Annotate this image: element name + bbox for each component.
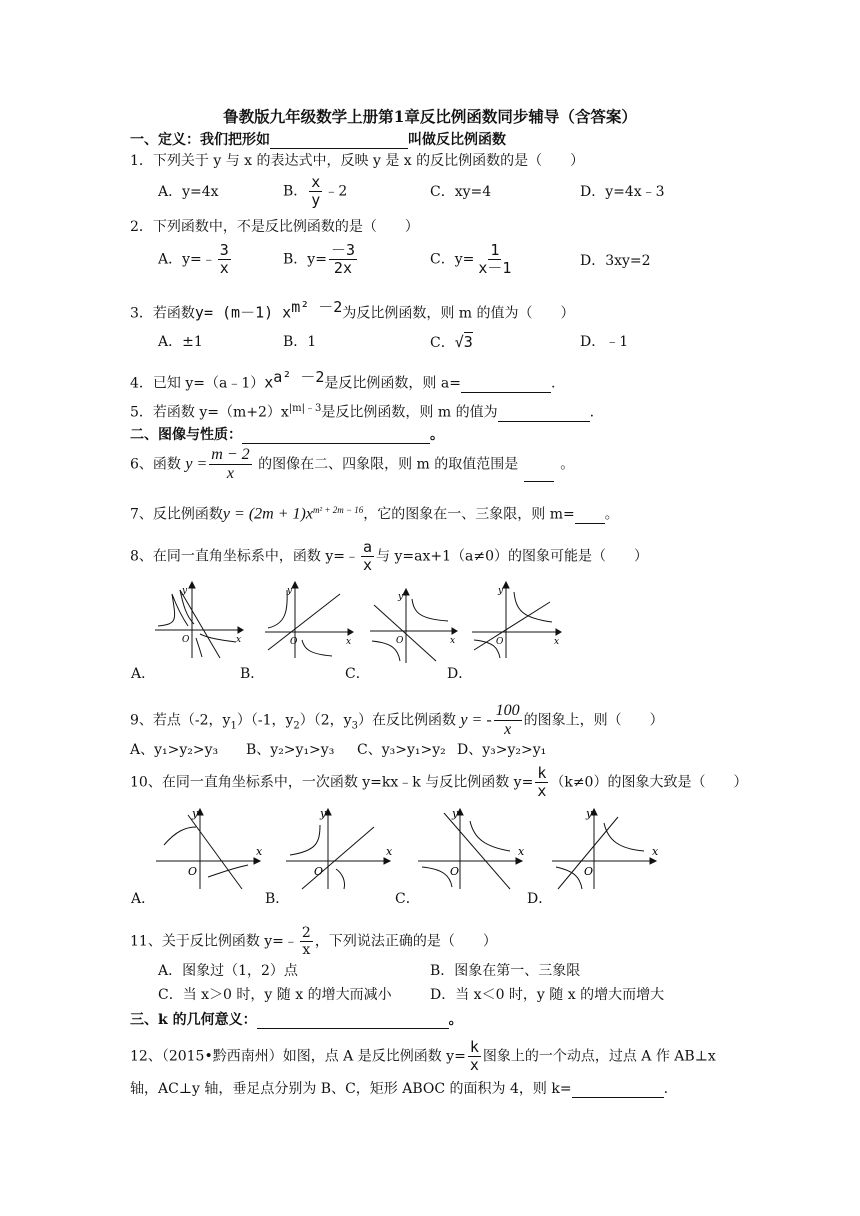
q11-option-d: D．当 x＜0 时，y 随 x 的增大而增大 xyxy=(430,987,665,1003)
denominator: x xyxy=(504,721,512,738)
q9-option-b: B、y₂>y₁>y₃ xyxy=(246,742,335,758)
y-axis-label: y xyxy=(192,807,199,820)
q4-base: x xyxy=(264,373,274,392)
q11-prefix: 11、关于反比例函数 y=﹣ xyxy=(130,933,298,950)
section-3-end: 。 xyxy=(448,1012,463,1028)
q11-stem xyxy=(130,926,497,957)
section-1-prefix: 一、定义：我们把形如 xyxy=(130,132,270,148)
q6-prefix: 6、函数 xyxy=(130,456,181,473)
q8-prefix: 8、在同一直角坐标系中，函数 y=﹣ xyxy=(130,548,359,565)
y-axis-label: y xyxy=(498,586,504,596)
fraction xyxy=(218,243,231,276)
subscript: 3 xyxy=(351,720,358,732)
x-axis-label: x xyxy=(518,845,525,858)
q3-option-c xyxy=(430,333,473,352)
origin-label: O xyxy=(450,865,460,878)
q6-stem xyxy=(130,447,574,482)
option-label: C．y= xyxy=(430,251,475,268)
q4-exponent: a² －2 xyxy=(273,368,325,386)
q10-label-c: C． xyxy=(395,891,420,907)
origin-label: O xyxy=(396,636,404,646)
q9-option-d: D、y₃>y₂>y₁ xyxy=(457,742,547,758)
x-axis-label: x xyxy=(346,637,352,647)
option-label: B．y= xyxy=(283,251,327,268)
q6-lhs: y = xyxy=(185,455,208,473)
q3-option-d: D．﹣1 xyxy=(580,334,629,350)
origin-label: O xyxy=(188,865,198,878)
q12-stem xyxy=(130,1040,716,1073)
answer-blank[interactable] xyxy=(524,467,554,482)
fraction xyxy=(468,1040,481,1073)
q6-end: 。 xyxy=(560,456,575,473)
q8-label-a: A． xyxy=(131,666,156,682)
denominator: x xyxy=(219,259,229,277)
q10-stem xyxy=(130,766,747,799)
denominator: x xyxy=(363,556,373,574)
x-axis-label: x xyxy=(236,635,242,645)
q11-suffix: ，下列说法正确的是（ ） xyxy=(314,933,497,950)
q10-graph-b[interactable] xyxy=(282,805,397,890)
q3-prefix: 3．若函数 xyxy=(130,305,195,322)
y-axis-label: y xyxy=(586,807,593,820)
origin-label: O xyxy=(290,637,298,647)
sqrt-symbol: √ xyxy=(454,333,464,351)
origin-label: O xyxy=(496,637,504,647)
q4-stem xyxy=(130,368,555,393)
q12-end: . xyxy=(663,1081,669,1097)
y-axis-label: y xyxy=(452,807,459,820)
answer-blank[interactable] xyxy=(257,1014,449,1029)
q9-lhs: y = - xyxy=(460,711,492,729)
denominator: 2x xyxy=(333,259,352,277)
page-title: 鲁教版九年级数学上册第1章反比例函数同步辅导（含答案） xyxy=(223,107,637,126)
q10-graph-d[interactable] xyxy=(548,805,663,890)
q5-end: . xyxy=(589,404,595,421)
denominator: y xyxy=(311,191,321,209)
q8-graph-a[interactable] xyxy=(150,580,245,660)
q10-label-d: D． xyxy=(527,891,553,907)
q3-suffix: 为反比例函数，则 m 的值为（ ） xyxy=(342,305,575,322)
q8-suffix: 与 y=ax+1（a≠0）的图象可能是（ ） xyxy=(376,548,648,565)
q3-option-b: B．1 xyxy=(283,334,317,350)
q5-suffix: 是反比例函数，则 m 的值为 xyxy=(321,404,498,421)
q1-option-b xyxy=(283,175,347,208)
fraction xyxy=(361,540,374,573)
answer-blank[interactable] xyxy=(270,134,408,149)
option-label: A．y=﹣ xyxy=(158,251,216,268)
numerator: 2 xyxy=(301,925,311,941)
q9-part: ）（2，y xyxy=(299,712,352,729)
option-label: C． xyxy=(430,335,455,351)
denominator: x xyxy=(537,782,547,800)
q9-part: ）在反比例函数 xyxy=(357,712,456,729)
q3-stem xyxy=(130,298,575,323)
q9-option-a: A、y₁>y₂>y₃ xyxy=(130,742,219,758)
q3-option-a: A．±1 xyxy=(158,334,203,350)
q8-graph-d[interactable] xyxy=(468,580,563,660)
answer-blank[interactable] xyxy=(575,509,605,524)
section-2-heading xyxy=(130,426,444,444)
numerator: a xyxy=(363,538,373,556)
numerator: k xyxy=(469,1038,479,1056)
option-label: B． xyxy=(283,183,308,200)
x-axis-label: x xyxy=(554,637,560,647)
answer-blank[interactable] xyxy=(242,429,430,444)
q9-part: ）（-1，y xyxy=(236,712,294,729)
q1-option-c: C．xy=4 xyxy=(430,184,492,200)
q4-end: . xyxy=(550,375,556,392)
subscript: 2 xyxy=(293,720,300,732)
q2-stem: 2．下列函数中，不是反比例函数的是（ ） xyxy=(130,219,419,235)
numerator: 1 xyxy=(490,241,500,259)
y-axis-label: y xyxy=(287,586,293,596)
q10-graph-a[interactable] xyxy=(152,805,267,890)
q8-label-d: D． xyxy=(447,666,473,682)
q7-expression: y = (2m + 1)x xyxy=(222,505,313,523)
q8-label-c: C． xyxy=(345,666,370,682)
q7-stem xyxy=(130,501,619,524)
numerator: 100 xyxy=(495,702,520,719)
section-1-heading xyxy=(130,131,506,149)
origin-label: O xyxy=(584,865,594,878)
numerator: －3 xyxy=(330,241,355,259)
q1-option-d: D．y=4x﹣3 xyxy=(580,184,665,200)
fraction xyxy=(300,926,313,957)
subscript: 1 xyxy=(230,720,237,732)
q5-exponent: |m|﹣3 xyxy=(288,403,322,414)
section-2-prefix: 二、图像与性质： xyxy=(130,427,242,443)
q7-prefix: 7、反比例函数 xyxy=(130,506,223,523)
q9-suffix: 的图象上，则（ ） xyxy=(523,712,664,729)
answer-blank[interactable] xyxy=(461,378,551,393)
q8-label-b: B． xyxy=(240,666,265,682)
numerator: m − 2 xyxy=(211,446,250,463)
q2-option-d: D．3xy=2 xyxy=(580,253,651,269)
q10-prefix: 10、在同一直角坐标系中，一次函数 y=kx﹣k 与反比例函数 y= xyxy=(130,774,534,791)
q9-part: 9、若点（-2，y xyxy=(130,712,231,729)
numerator: 3 xyxy=(219,241,229,259)
q3-expression: y= (m－1) x xyxy=(194,303,292,322)
x-axis-label: x xyxy=(652,845,659,858)
y-axis-label: y xyxy=(398,592,404,602)
q10-suffix: （k≠0）的图象大致是（ ） xyxy=(550,774,748,791)
fraction xyxy=(494,703,522,738)
section-3-prefix: 三、k 的几何意义： xyxy=(130,1012,257,1028)
x-axis-label: x xyxy=(256,845,263,858)
q2-option-a xyxy=(158,243,233,276)
answer-blank[interactable] xyxy=(498,407,590,422)
section-1-suffix: 叫做反比例函数 xyxy=(408,132,506,148)
denominator: x xyxy=(302,942,311,958)
q12-suffix: 图象上的一个动点，过点 A 作 AB⊥x xyxy=(482,1048,716,1065)
fraction xyxy=(309,175,322,208)
fraction xyxy=(476,243,513,276)
origin-label: O xyxy=(182,635,190,645)
q10-label-b: B． xyxy=(265,891,290,907)
numerator: k xyxy=(537,764,547,782)
q8-graph-c[interactable] xyxy=(368,585,458,665)
q5-prefix: 5．若函数 y=（m+2）x xyxy=(130,404,289,421)
y-axis-label: y xyxy=(320,807,327,820)
denominator: x－1 xyxy=(478,259,512,277)
q7-exponent: m² + 2m − 16 xyxy=(312,505,364,515)
q9-option-c: C、y₃>y₁>y₂ xyxy=(357,742,446,758)
answer-blank[interactable] xyxy=(572,1083,664,1098)
q11-option-a: A．图象过（1，2）点 xyxy=(158,963,298,979)
q5-stem xyxy=(130,400,594,422)
q10-graph-c[interactable] xyxy=(414,805,529,890)
section-3-heading xyxy=(130,1011,463,1029)
section-2-end: 。 xyxy=(430,427,444,443)
q12-line-2 xyxy=(130,1080,668,1098)
q8-graph-b[interactable] xyxy=(260,580,355,660)
q1-stem: 1．下列关于 y 与 x 的表达式中，反映 y 是 x 的反比例函数的是（ ） xyxy=(130,153,585,169)
q1-option-a: A．y=4x xyxy=(158,184,219,200)
q12-prefix: 12、（2015•黔西南州）如图，点 A 是反比例函数 y= xyxy=(130,1048,466,1065)
numerator: x xyxy=(311,173,321,191)
q2-option-c xyxy=(430,243,515,276)
q2-option-b xyxy=(283,243,359,276)
q7-suffix: ，它的图象在一、三象限，则 m= xyxy=(363,506,575,523)
denominator: x xyxy=(226,465,235,482)
option-rest: ﹣2 xyxy=(324,183,348,200)
y-axis-label: y xyxy=(182,586,188,596)
radicand: 3 xyxy=(463,333,473,351)
origin-label: O xyxy=(314,865,324,878)
q3-exponent: m² －2 xyxy=(291,298,343,316)
fraction xyxy=(209,447,251,482)
denominator: x xyxy=(469,1056,479,1074)
q9-stem xyxy=(130,703,664,738)
x-axis-label: x xyxy=(386,845,393,858)
q11-option-b: B．图象在第一、三象限 xyxy=(430,963,581,979)
q4-prefix: 4．已知 y=（a﹣1） xyxy=(130,375,265,392)
q8-stem xyxy=(130,540,648,573)
q7-end: 。 xyxy=(604,506,619,523)
q11-option-c: C．当 x＞0 时，y 随 x 的增大而减小 xyxy=(158,987,392,1003)
fraction xyxy=(329,243,357,276)
x-axis-label: x xyxy=(450,636,456,646)
q4-suffix: 是反比例函数，则 a= xyxy=(324,375,461,392)
fraction xyxy=(535,766,548,799)
q6-suffix: 的图像在二、四象限，则 m 的取值范围是 xyxy=(258,456,519,473)
q12-line-2-text: 轴，AC⊥y 轴，垂足点分别为 B、C，矩形 ABOC 的面积为 4，则 k= xyxy=(130,1081,572,1097)
q10-label-a: A． xyxy=(131,891,156,907)
